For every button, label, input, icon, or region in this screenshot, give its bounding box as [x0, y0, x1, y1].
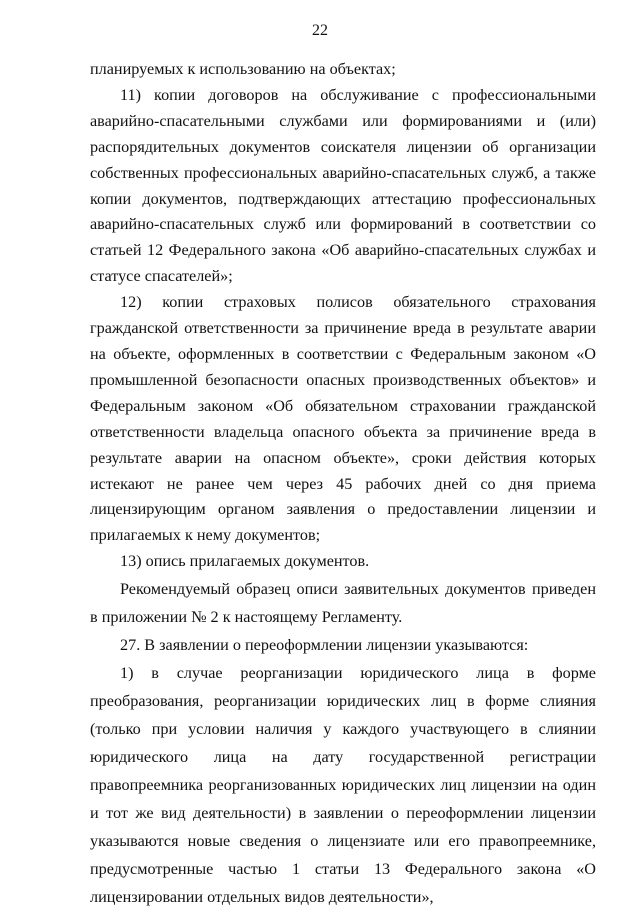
- paragraph-section-27: 27. В заявлении о переоформлении лицензии указываются:: [120, 636, 529, 655]
- paragraph-item-11: 11) копии договоров на обслуживание с профессиональными аварийно-спасательными службами или формированиями и (или) распорядительных документов соискателя лицензии об организации собственных профессиональных аварийно-спасательных служб, а также копии документов, подтверждающих аттестацию профессиональных аварийно-спасательных служб или формирований в соответствии со статьей 12 Федерального закона «Об аварийно-спасательных службах и статусе спасателей»;: [90, 85, 596, 286]
- paragraph-section-27-item-1: 1) в случае реорганизации юридического лица в форме преобразования, реорганизации юридических лиц в форме слияния (только при условии наличия у каждого участвующего в слиянии юридического лица на дату государственной регистрации правопреемника реорганизованных юридических лиц лицензии на один и тот же вид деятельности) в заявлении о переоформлении лицензии указываются новые сведения о лицензиате или его правопреемнике, предусмотренные частью 1 статьи 13 Федерального закона «О лицензировании отдельных видов деятельности»,: [90, 664, 596, 907]
- paragraph-continuation: планируемых к использованию на объектах;: [90, 60, 396, 78]
- paragraph-recommended-sample: Рекомендуемый образец описи заявительных документов приведен в приложении № 2 к настоящему Регламенту.: [90, 580, 596, 627]
- page-number: 22: [312, 22, 328, 39]
- paragraph-item-12: 12) копии страховых полисов обязательного страхования гражданской ответственности за причинение вреда в результате аварии на объекте, оформленных в соответствии с Федеральным законом «О промышленной безопасности опасных производственных объектов» и Федеральным законом «Об обязательном страховании гражданской ответственности владельца опасного объекта за причинение вреда в результате аварии на опасном объекте», сроки действия которых истекают не ранее чем через 45 рабочих дней со дня приема лицензирующим органом заявления о предоставлении лицензии и прилагаемых к нему документов;: [90, 293, 596, 545]
- paragraph-item-13: 13) опись прилагаемых документов.: [120, 552, 370, 571]
- document-body: [90, 57, 596, 911]
